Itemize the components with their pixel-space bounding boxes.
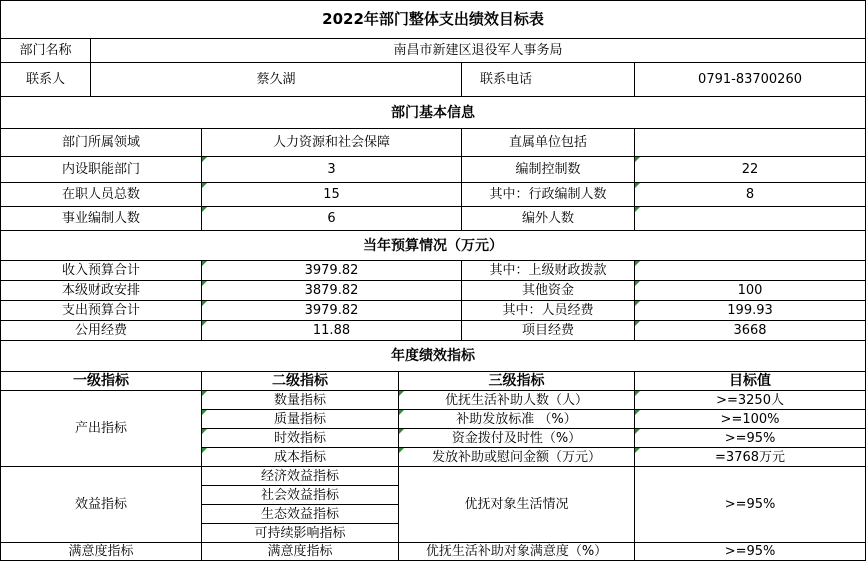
satisfaction-level2: 满意度指标: [202, 543, 399, 561]
output-target: >=95%: [635, 429, 866, 448]
output-level3: 资金拨付及时性（%）: [399, 429, 635, 448]
basic-label: 编制控制数: [462, 157, 635, 183]
budget-label: 公用经费: [1, 321, 202, 341]
basic-value: 6: [202, 207, 462, 231]
basic-label: 事业编制人数: [1, 207, 202, 231]
contact-label: 联系人: [1, 63, 91, 97]
budget-value: 3879.82: [202, 281, 462, 301]
budget-value: 199.93: [635, 301, 866, 321]
output-level3: 发放补助或慰问金额（万元）: [399, 448, 635, 467]
benefit-level2: 可持续影响指标: [202, 524, 399, 543]
dept-name-label: 部门名称: [1, 39, 91, 63]
section-performance: 年度绩效指标: [1, 341, 866, 372]
basic-label: 其中：行政编制人数: [462, 183, 635, 207]
header-level2: 二级指标: [202, 372, 399, 391]
output-target: >=100%: [635, 410, 866, 429]
basic-label: 部门所属领域: [1, 129, 202, 157]
benefit-level3: 优抚对象生活情况: [399, 467, 635, 543]
output-target: =3768万元: [635, 448, 866, 467]
output-level2: 数量指标: [202, 391, 399, 410]
basic-label: 在职人员总数: [1, 183, 202, 207]
benefit-target: >=95%: [635, 467, 866, 543]
dept-name-value: 南昌市新建区退役军人事务局: [91, 39, 866, 63]
basic-value: 人力资源和社会保障: [202, 129, 462, 157]
output-level2: 质量指标: [202, 410, 399, 429]
benefit-level2: 经济效益指标: [202, 467, 399, 486]
header-target: 目标值: [635, 372, 866, 391]
phone-value: 0791-83700260: [635, 63, 866, 97]
basic-value: [635, 129, 866, 157]
phone-label: 联系电话: [462, 63, 635, 97]
header-level1: 一级指标: [1, 372, 202, 391]
basic-value: 8: [635, 183, 866, 207]
contact-value: 蔡久湖: [91, 63, 462, 97]
benefit-level2: 社会效益指标: [202, 486, 399, 505]
budget-label: 其他资金: [462, 281, 635, 301]
section-budget: 当年预算情况（万元）: [1, 231, 866, 261]
budget-value: [635, 261, 866, 281]
basic-value: 22: [635, 157, 866, 183]
satisfaction-level3: 优抚生活补助对象满意度（%）: [399, 543, 635, 561]
output-level3: 优抚生活补助人数（人）: [399, 391, 635, 410]
output-level2: 成本指标: [202, 448, 399, 467]
satisfaction-target: >=95%: [635, 543, 866, 561]
output-level2: 时效指标: [202, 429, 399, 448]
budget-value: 3668: [635, 321, 866, 341]
budget-label: 收入预算合计: [1, 261, 202, 281]
page-title: 2022年部门整体支出绩效目标表: [1, 1, 866, 39]
basic-label: 内设职能部门: [1, 157, 202, 183]
budget-value: 3979.82: [202, 301, 462, 321]
budget-label: 其中：人员经费: [462, 301, 635, 321]
benefit-level2: 生态效益指标: [202, 505, 399, 524]
basic-label: 编外人数: [462, 207, 635, 231]
output-level3: 补助发放标准 （%）: [399, 410, 635, 429]
basic-label: 直属单位包括: [462, 129, 635, 157]
budget-label: 本级财政安排: [1, 281, 202, 301]
budget-label: 支出预算合计: [1, 301, 202, 321]
budget-label: 项目经费: [462, 321, 635, 341]
budget-label: 其中：上级财政拨款: [462, 261, 635, 281]
budget-value: 11.88: [202, 321, 462, 341]
satisfaction-indicator-level1: 满意度指标: [1, 543, 202, 561]
budget-value: 100: [635, 281, 866, 301]
output-indicator-level1: 产出指标: [1, 391, 202, 467]
basic-value: 15: [202, 183, 462, 207]
output-target: >=3250人: [635, 391, 866, 410]
basic-value: 3: [202, 157, 462, 183]
basic-value: [635, 207, 866, 231]
header-level3: 三级指标: [399, 372, 635, 391]
benefit-indicator-level1: 效益指标: [1, 467, 202, 543]
section-basic-info: 部门基本信息: [1, 97, 866, 129]
budget-value: 3979.82: [202, 261, 462, 281]
